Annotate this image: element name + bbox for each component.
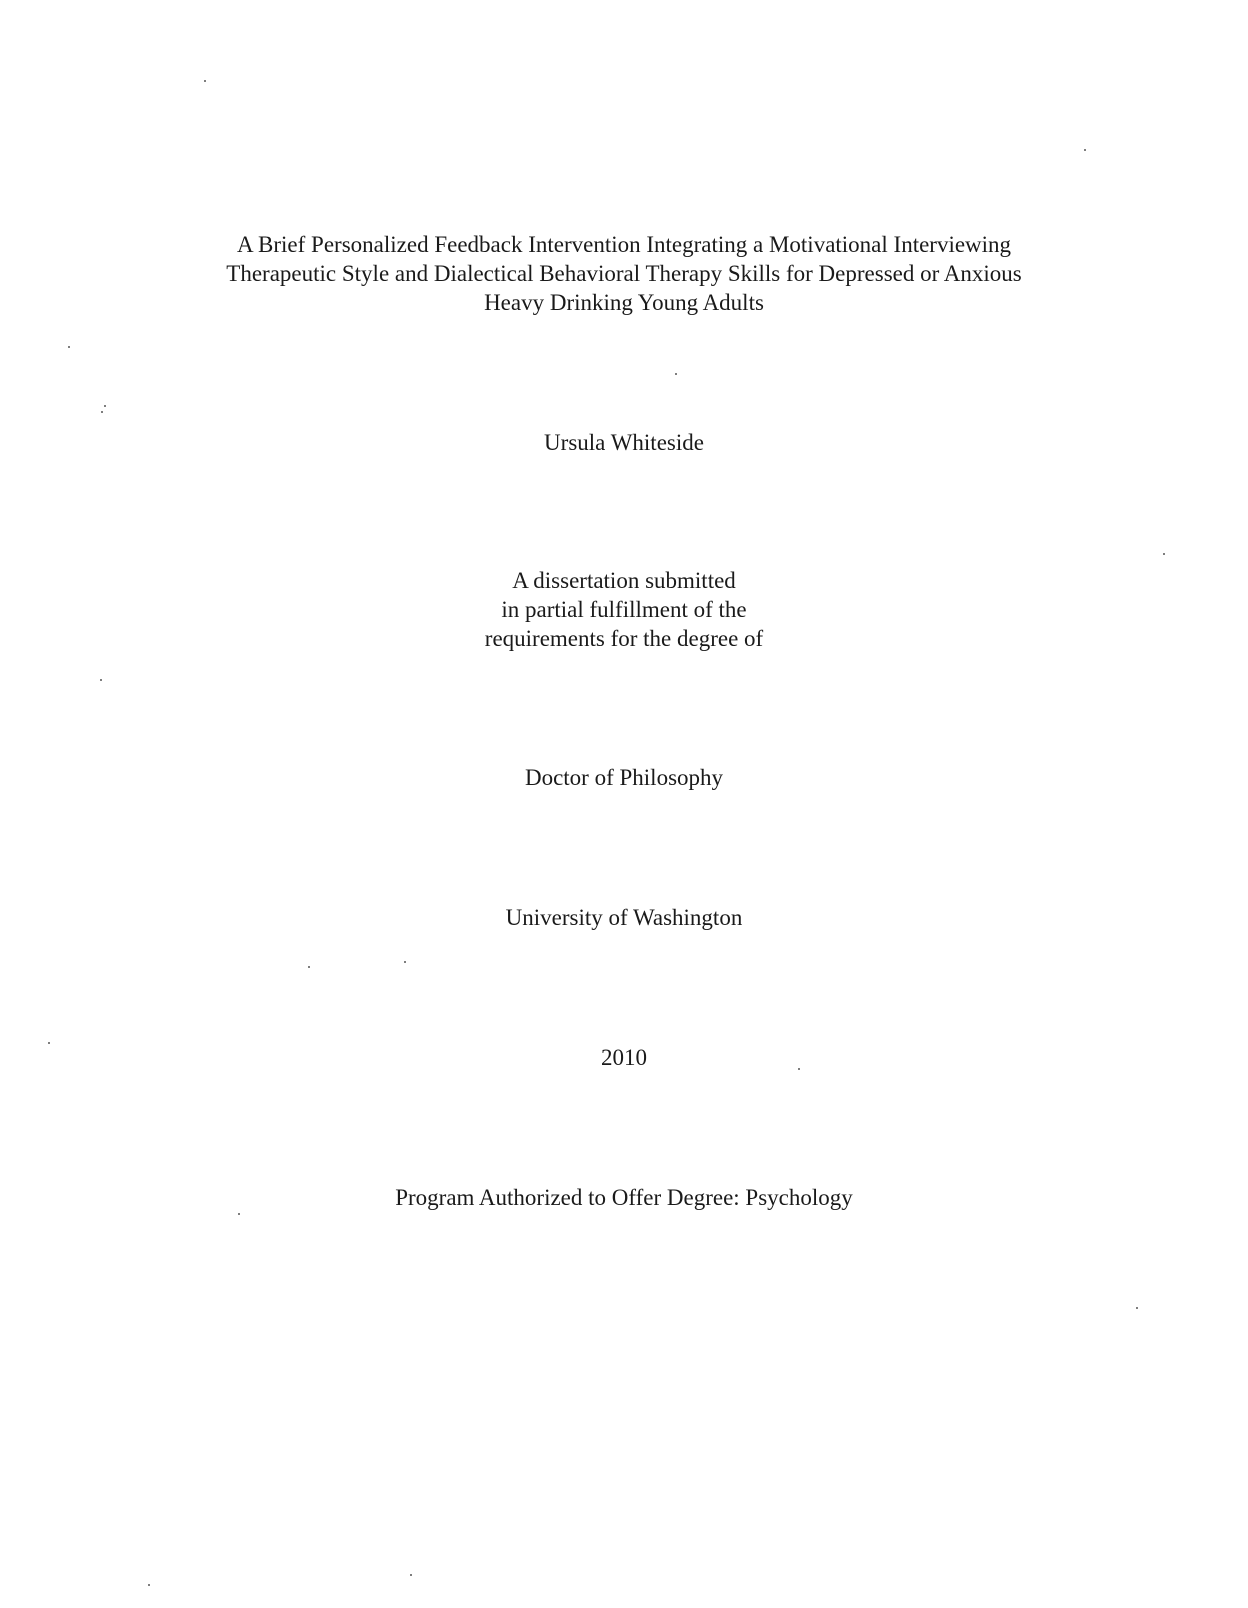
- scan-speck: [1084, 149, 1086, 151]
- submission-year: [0, 1043, 1248, 1072]
- scan-speck: [101, 411, 103, 413]
- scan-speck: [238, 1213, 240, 1215]
- scan-speck: [148, 1584, 150, 1586]
- scan-speck: [675, 373, 677, 375]
- program-statement: [0, 1183, 1248, 1212]
- scan-speck: [48, 1042, 50, 1044]
- program-text: Program Authorized to Offer Degree: Psychology: [395, 1185, 853, 1210]
- submission-line-2: in partial fulfillment of the: [501, 597, 747, 622]
- submission-statement: [0, 566, 1248, 653]
- scan-speck: [100, 679, 102, 681]
- title-line-2: Therapeutic Style and Dialectical Behavioral Therapy Skills for Depressed or Anxious: [226, 261, 1022, 286]
- author-name-text: Ursula Whiteside: [544, 430, 704, 455]
- author-name: [0, 428, 1248, 457]
- scan-speck: [1163, 553, 1165, 555]
- scan-speck: [204, 80, 206, 82]
- scan-speck: [798, 1068, 800, 1070]
- university-name: [0, 903, 1248, 932]
- scan-speck: [410, 1574, 412, 1576]
- degree-text: Doctor of Philosophy: [524, 765, 724, 790]
- submission-line-3: requirements for the degree of: [484, 626, 764, 651]
- scan-speck: [68, 346, 70, 348]
- dissertation-title: [0, 230, 1248, 317]
- scan-speck: [1136, 1307, 1138, 1309]
- title-line-3: Heavy Drinking Young Adults: [484, 290, 764, 315]
- degree-name: [0, 763, 1248, 792]
- university-text: University of Washington: [505, 905, 743, 930]
- year-text: 2010: [601, 1045, 647, 1070]
- title-line-1: A Brief Personalized Feedback Intervention Integrating a Motivational Interviewing: [236, 232, 1012, 257]
- scan-speck: [104, 405, 106, 407]
- scan-speck: [308, 966, 310, 968]
- submission-line-1: A dissertation submitted: [512, 568, 736, 593]
- scan-speck: [404, 961, 406, 963]
